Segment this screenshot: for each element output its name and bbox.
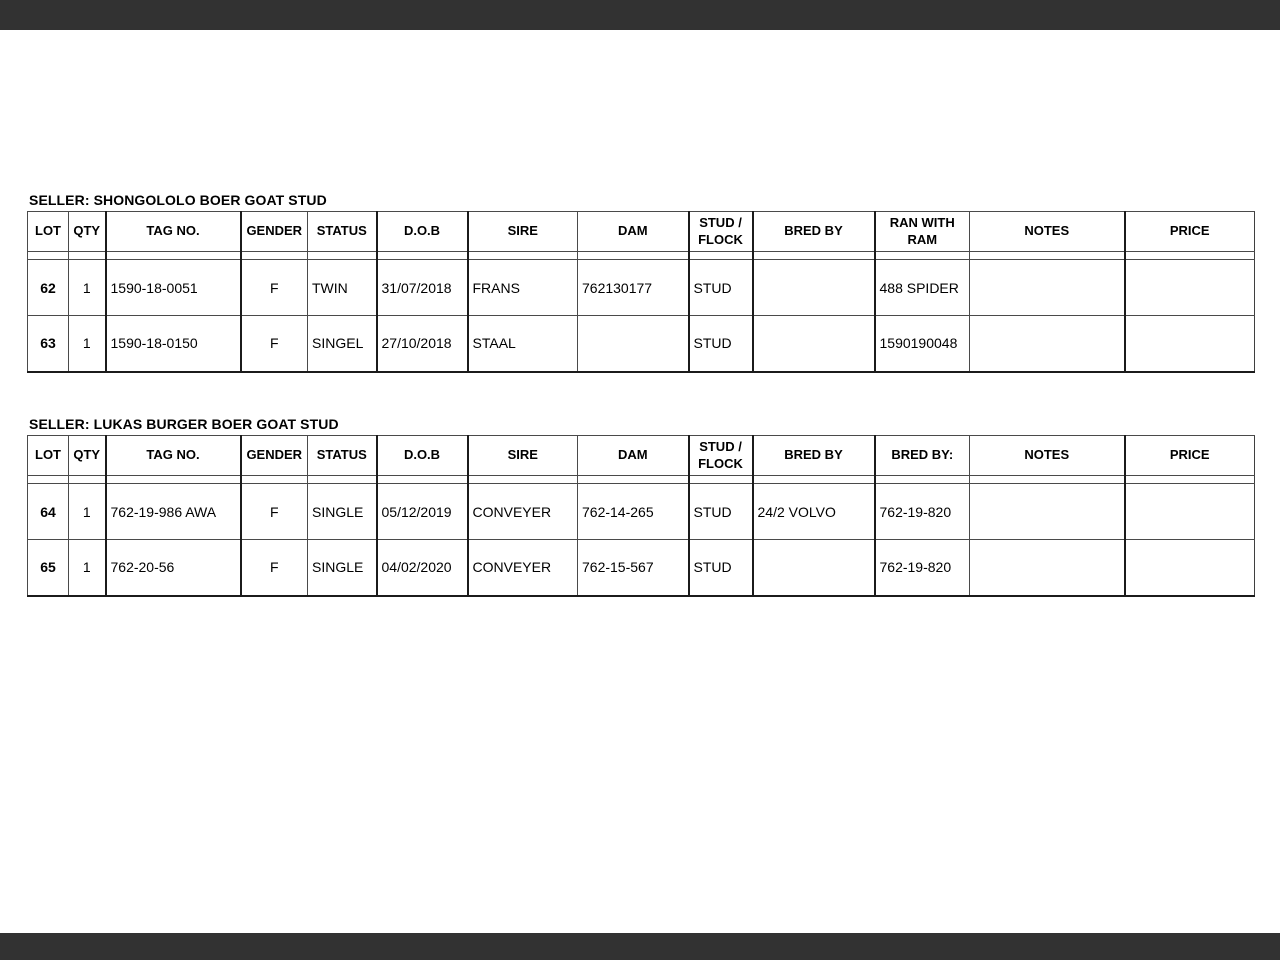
table-header-cell: NOTES bbox=[970, 436, 1125, 476]
table-cell: 762-15-567 bbox=[578, 540, 689, 596]
table-header-cell: PRICE bbox=[1125, 436, 1255, 476]
table-cell: 1 bbox=[69, 540, 106, 596]
spacer-cell bbox=[970, 252, 1125, 260]
spacer-row bbox=[28, 476, 1255, 484]
table-header-cell: BRED BY bbox=[753, 212, 875, 252]
table-header-cell: SIRE bbox=[468, 436, 578, 476]
table-cell: 762-20-56 bbox=[106, 540, 241, 596]
table-header-cell: SIRE bbox=[468, 212, 578, 252]
spacer-cell bbox=[308, 476, 377, 484]
table-cell: 1590-18-0051 bbox=[106, 260, 241, 316]
table-header-cell: STATUS bbox=[308, 436, 377, 476]
table-header-cell: D.O.B bbox=[377, 212, 468, 252]
table-cell: STUD bbox=[689, 316, 753, 372]
table-cell: 1 bbox=[69, 316, 106, 372]
table-header-row bbox=[28, 212, 1255, 252]
table-header-cell: TAG NO. bbox=[106, 436, 241, 476]
table-header-cell: NOTES bbox=[970, 212, 1125, 252]
table-header-cell: LOT bbox=[28, 212, 69, 252]
table-cell: 762-14-265 bbox=[578, 484, 689, 540]
table-cell: F bbox=[241, 540, 308, 596]
spacer-cell bbox=[970, 476, 1125, 484]
table-cell: 31/07/2018 bbox=[377, 260, 468, 316]
livestock-table bbox=[27, 435, 1255, 597]
table-cell bbox=[1125, 540, 1255, 596]
table-cell: SINGEL bbox=[308, 316, 377, 372]
spacer-cell bbox=[377, 252, 468, 260]
table-cell: TWIN bbox=[308, 260, 377, 316]
spacer-cell bbox=[69, 476, 106, 484]
viewer-bottom-bar bbox=[0, 933, 1280, 960]
spacer-cell bbox=[578, 252, 689, 260]
table-cell bbox=[1125, 316, 1255, 372]
table-header-cell: STATUS bbox=[308, 212, 377, 252]
table-cell bbox=[753, 260, 875, 316]
table-cell bbox=[753, 540, 875, 596]
spacer-cell bbox=[241, 252, 308, 260]
table-cell: 64 bbox=[28, 484, 69, 540]
table-cell: 63 bbox=[28, 316, 69, 372]
spacer-cell bbox=[308, 252, 377, 260]
table-cell: FRANS bbox=[468, 260, 578, 316]
table-cell: 1590190048 bbox=[875, 316, 970, 372]
spacer-cell bbox=[69, 252, 106, 260]
table-cell: F bbox=[241, 316, 308, 372]
table-cell: SINGLE bbox=[308, 484, 377, 540]
table-cell: STUD bbox=[689, 540, 753, 596]
spacer-cell bbox=[106, 252, 241, 260]
table-header-cell: GENDER bbox=[241, 212, 308, 252]
spacer-row bbox=[28, 252, 1255, 260]
table-cell: 1 bbox=[69, 484, 106, 540]
table-row bbox=[28, 260, 1255, 316]
spacer-cell bbox=[875, 252, 970, 260]
table-header-cell: BRED BY: bbox=[875, 436, 970, 476]
spacer-cell bbox=[753, 476, 875, 484]
spacer-cell bbox=[1125, 476, 1255, 484]
table-cell: CONVEYER bbox=[468, 484, 578, 540]
table-header-cell: STUD / FLOCK bbox=[689, 436, 753, 476]
seller-section-shongololo bbox=[27, 192, 1254, 373]
table-header-cell: D.O.B bbox=[377, 436, 468, 476]
table-cell: STAAL bbox=[468, 316, 578, 372]
table-cell bbox=[1125, 484, 1255, 540]
table-header-cell: QTY bbox=[69, 436, 106, 476]
spacer-cell bbox=[689, 476, 753, 484]
table-cell: F bbox=[241, 484, 308, 540]
table-cell bbox=[970, 540, 1125, 596]
spacer-cell bbox=[241, 476, 308, 484]
seller-title: SELLER: SHONGOLOLO BOER GOAT STUD bbox=[29, 192, 327, 208]
table-header-cell: RAN WITH RAM bbox=[875, 212, 970, 252]
table-header-cell: PRICE bbox=[1125, 212, 1255, 252]
table-cell: 05/12/2019 bbox=[377, 484, 468, 540]
spacer-cell bbox=[468, 252, 578, 260]
table-cell: 65 bbox=[28, 540, 69, 596]
spacer-cell bbox=[1125, 252, 1255, 260]
table-header-cell: GENDER bbox=[241, 436, 308, 476]
table-cell: 762-19-986 AWA bbox=[106, 484, 241, 540]
seller-title: SELLER: LUKAS BURGER BOER GOAT STUD bbox=[29, 416, 339, 432]
table-cell: STUD bbox=[689, 484, 753, 540]
spacer-cell bbox=[468, 476, 578, 484]
table-header-row bbox=[28, 436, 1255, 476]
table-cell: 488 SPIDER bbox=[875, 260, 970, 316]
table-header-cell: BRED BY bbox=[753, 436, 875, 476]
table-header-cell: DAM bbox=[578, 436, 689, 476]
table-header-cell: STUD / FLOCK bbox=[689, 212, 753, 252]
table-cell: 762-19-820 bbox=[875, 540, 970, 596]
spacer-cell bbox=[28, 476, 69, 484]
table-cell: SINGLE bbox=[308, 540, 377, 596]
livestock-table bbox=[27, 211, 1255, 373]
seller-section-lukas-burger bbox=[27, 416, 1254, 597]
spacer-cell bbox=[753, 252, 875, 260]
spacer-cell bbox=[689, 252, 753, 260]
spacer-cell bbox=[377, 476, 468, 484]
table-cell bbox=[970, 484, 1125, 540]
table-cell: 762-19-820 bbox=[875, 484, 970, 540]
table-cell bbox=[970, 316, 1125, 372]
table-cell: F bbox=[241, 260, 308, 316]
table-cell bbox=[1125, 260, 1255, 316]
table-row bbox=[28, 484, 1255, 540]
spacer-cell bbox=[578, 476, 689, 484]
viewer-top-bar bbox=[0, 0, 1280, 30]
table-header-cell: QTY bbox=[69, 212, 106, 252]
table-cell: 24/2 VOLVO bbox=[753, 484, 875, 540]
table-cell: 04/02/2020 bbox=[377, 540, 468, 596]
spacer-cell bbox=[875, 476, 970, 484]
spacer-cell bbox=[28, 252, 69, 260]
table-cell: 62 bbox=[28, 260, 69, 316]
table-cell bbox=[578, 316, 689, 372]
table-cell: 27/10/2018 bbox=[377, 316, 468, 372]
table-cell bbox=[753, 316, 875, 372]
table-cell: 1 bbox=[69, 260, 106, 316]
table-cell: STUD bbox=[689, 260, 753, 316]
table-cell: 762130177 bbox=[578, 260, 689, 316]
table-header-cell: DAM bbox=[578, 212, 689, 252]
table-header-cell: LOT bbox=[28, 436, 69, 476]
table-header-cell: TAG NO. bbox=[106, 212, 241, 252]
table-cell: 1590-18-0150 bbox=[106, 316, 241, 372]
spacer-cell bbox=[106, 476, 241, 484]
table-row bbox=[28, 316, 1255, 372]
table-cell: CONVEYER bbox=[468, 540, 578, 596]
table-row bbox=[28, 540, 1255, 596]
table-cell bbox=[970, 260, 1125, 316]
